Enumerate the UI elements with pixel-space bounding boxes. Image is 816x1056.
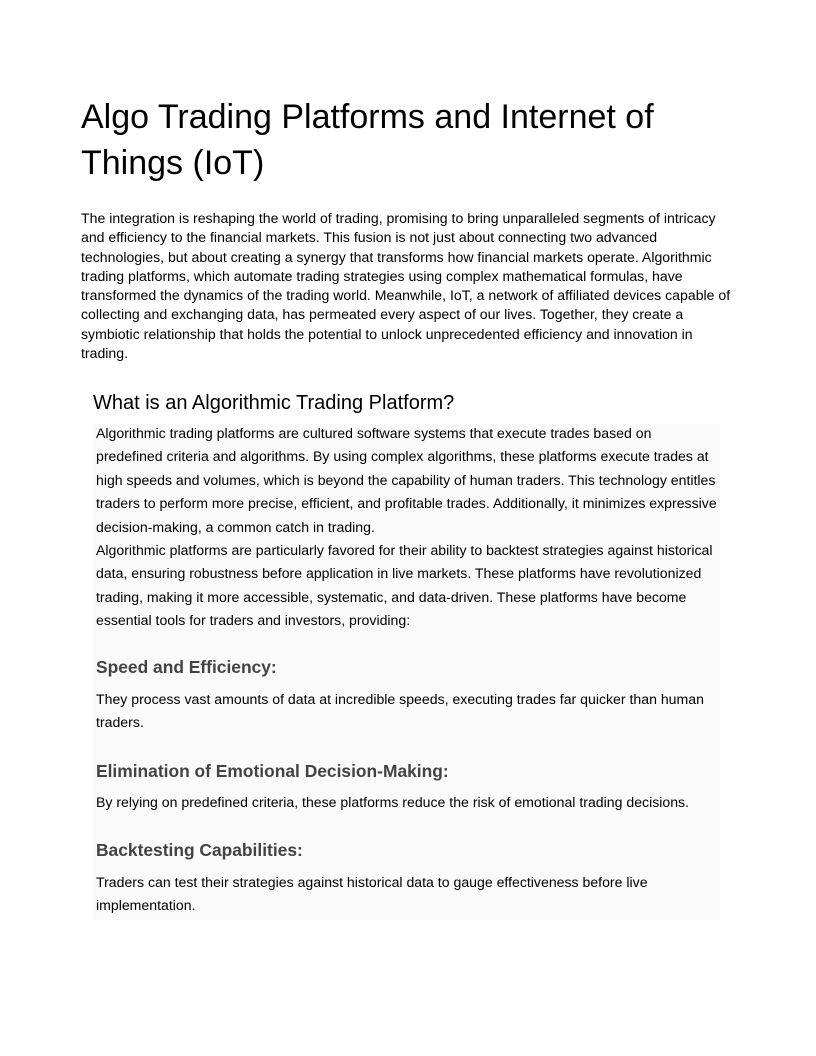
feature-heading-backtesting: Backtesting Capabilities: <box>96 840 303 860</box>
page-title: Algo Trading Platforms and Internet of Things (IoT) <box>81 98 654 182</box>
intro-paragraph: The integration is reshaping the world of trading, promising to bring unparalleled segments of intricacy and efficiency to the financial markets. This fusion is not just about connecting two advanced technologies, but about creating a synergy that transforms how financial markets operate. Algorithmic trading platforms, which automate trading strategies using complex mathematical formulas, have transformed the dynamics of the trading world. Meanwhile, IoT, a network of affiliated devices capable of collecting and exchanging data, has permeated every aspect of our lives. Together, they create a symbiotic relationship that holds the potential to unlock unprecedented efficiency and innovation in trading. <box>81 210 731 362</box>
feature-text-backtesting: Traders can test their strategies against historical data to gauge effectiveness before live implementation. <box>96 874 648 914</box>
section-paragraph-1: Algorithmic trading platforms are cultured software systems that execute trades based on predefined criteria and algorithms. By using complex algorithms, these platforms execute trades at high speeds and volumes, which is beyond the capability of human traders. This technology entitles traders to perform more precise, efficient, and profitable trades. Additionally, it minimizes expressive decision-making, a common catch in trading. <box>96 425 717 535</box>
feature-text-emotion: By relying on predefined criteria, these platforms reduce the risk of emotional trading decisions. <box>96 794 690 810</box>
feature-heading-emotion: Elimination of Emotional Decision-Making: <box>96 761 449 781</box>
section-heading: What is an Algorithmic Trading Platform? <box>93 392 455 414</box>
feature-heading-speed: Speed and Efficiency: <box>96 657 277 677</box>
section-paragraph-2: Algorithmic platforms are particularly favored for their ability to backtest strategies against historical data, ensuring robustness before application in live markets. These platforms have revolutionized trading, making it more accessible, systematic, and data-driven. These platforms have become essential tools for traders and investors, providing: <box>96 542 713 629</box>
feature-text-speed: They process vast amounts of data at incredible speeds, executing trades far quicker than human traders. <box>96 691 704 731</box>
